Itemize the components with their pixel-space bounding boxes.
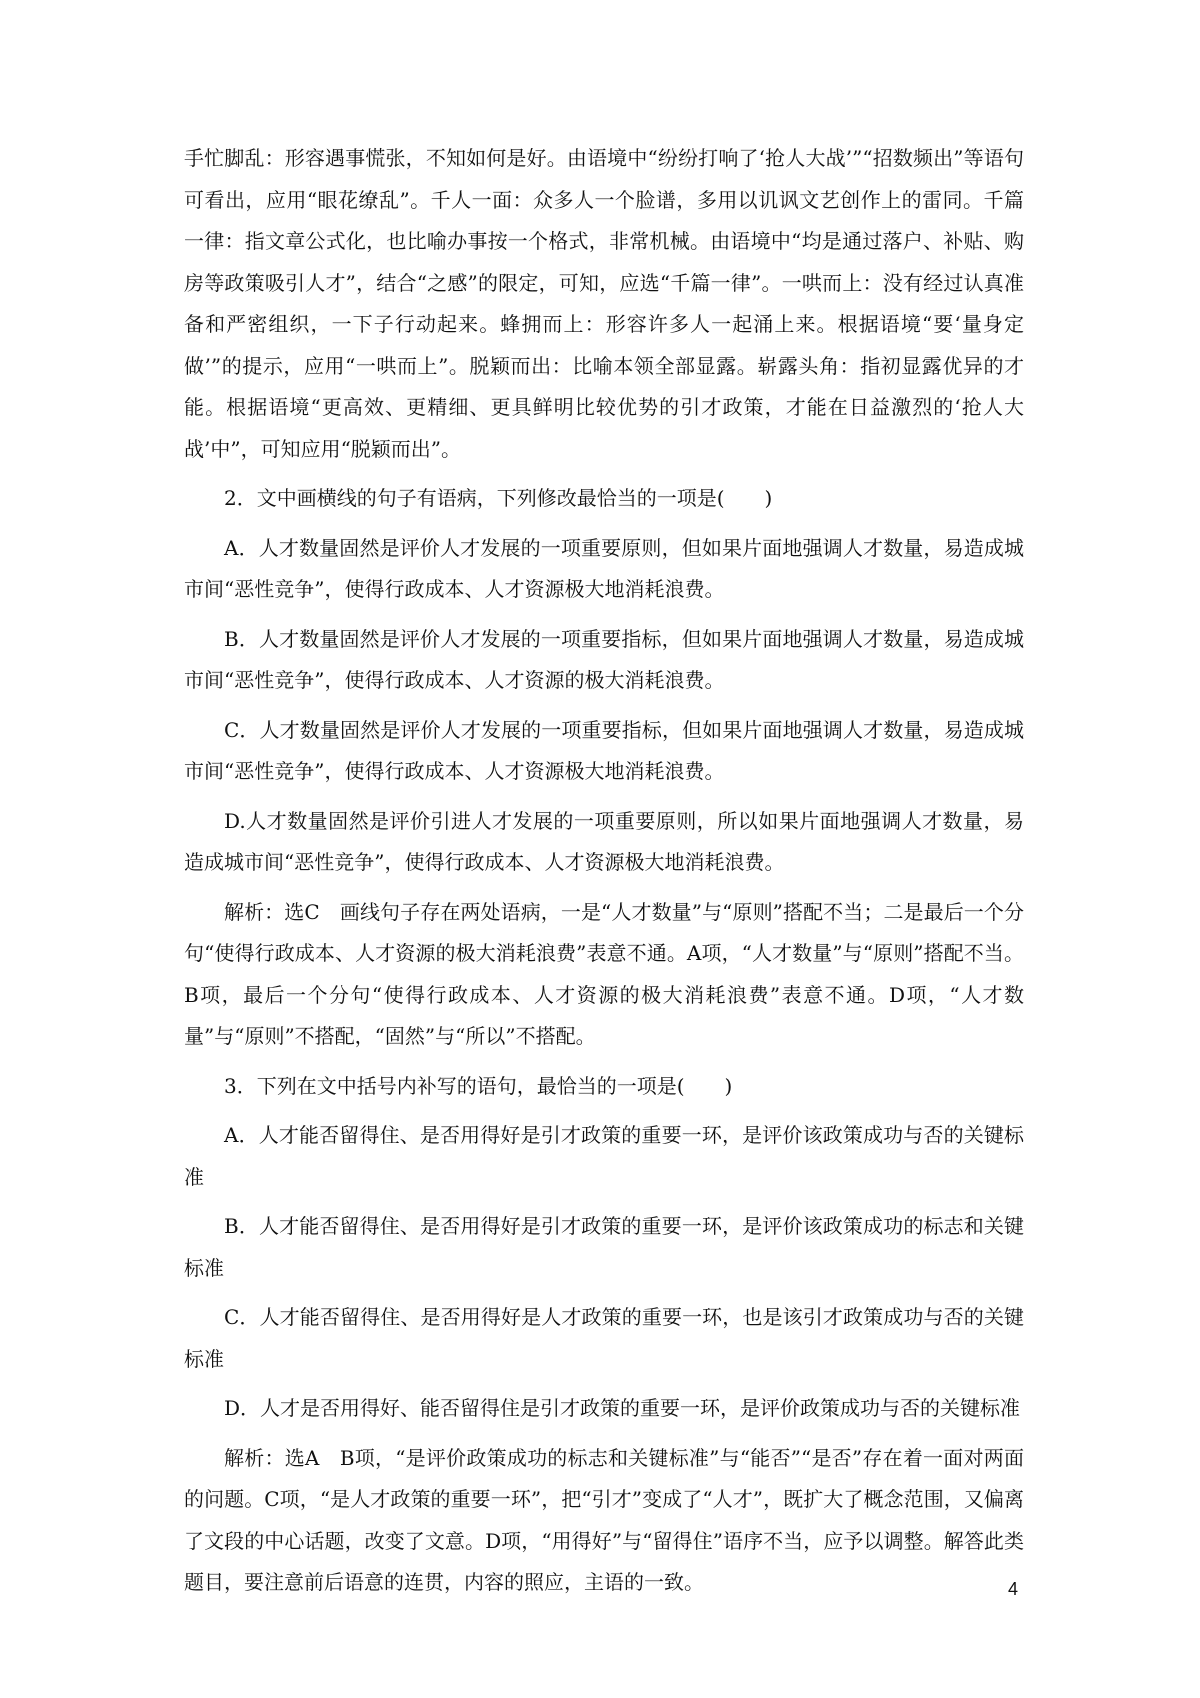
page-number: 4 <box>1008 1579 1019 1599</box>
question-2-stem: 2．文中画横线的句子有语病，下列修改最恰当的一项是( ) <box>224 486 773 510</box>
question-2-option-a: A．人才数量固然是评价人才发展的一项重要原则，但如果片面地强调人才数量，易造成城市间“恶性竞争”，使得行政成本、人才资源极大地消耗浪费。 <box>184 535 1024 601</box>
question-3-option-c: C．人才能否留得住、是否用得好是人才政策的重要一环，也是该引才政策成功与否的关键标准 <box>184 1305 1024 1371</box>
question-2-analysis: 解析：选C 画线句子存在两处语病，一是“人才数量”与“原则”搭配不当；二是最后一个分句“使得行政成本、人才资源的极大消耗浪费”表意不通。A项，“人才数量”与“原则”搭配不当。B项，最后一个分句“使得行政成本、人才资源的极大消耗浪费”表意不通。D项，“人才数量”与“原则”不搭配，“固然”与“所以”不搭配。 <box>184 899 1024 1048</box>
question-3-option-b: B．人才能否留得住、是否用得好是引才政策的重要一环，是评价该政策成功的标志和关键标准 <box>184 1214 1024 1280</box>
question-3-option-d: D．人才是否用得好、能否留得住是引才政策的重要一环，是评价政策成功与否的关键标准 <box>224 1396 1021 1420</box>
analysis-paragraph-q1-continued: 手忙脚乱：形容遇事慌张，不知如何是好。由语境中“纷纷打响了‘抢人大战’”“招数频出”等语句可看出，应用“眼花缭乱”。千人一面：众多人一个脸谱，多用以讥讽文艺创作上的雷同。千篇一律：指文章公式化，也比喻办事按一个格式，非常机械。由语境中“均是通过落户、补贴、购房等政策吸引人才”，结合“之感”的限定，可知，应选“千篇一律”。一哄而上：没有经过认真准备和严密组织，一下子行动起来。蜂拥而上：形容许多人一起涌上来。根据语境“要‘量身定做’”的提示，应用“一哄而上”。脱颖而出：比喻本领全部显露。崭露头角：指初显露优异的才能。根据语境“更高效、更精细、更具鲜明比较优势的引才政策，才能在日益激烈的‘抢人大战’中”，可知应用“脱颖而出”。 <box>184 146 1024 461</box>
document-body <box>184 138 1024 1612</box>
question-3-stem: 3．下列在文中括号内补写的语句，最恰当的一项是( ) <box>224 1073 733 1098</box>
question-2-option-b: B．人才数量固然是评价人才发展的一项重要指标，但如果片面地强调人才数量，易造成城市间“恶性竞争”，使得行政成本、人才资源的极大消耗浪费。 <box>184 626 1024 692</box>
question-3-analysis: 解析：选A B项，“是评价政策成功的标志和关键标准”与“能否”“是否”存在着一面对两面的问题。C项，“是人才政策的重要一环”，把“引才”变成了“人才”，既扩大了概念范围，又偏离了文段的中心话题，改变了文意。D项，“用得好”与“留得住”语序不当，应予以调整。解答此类题目，要注意前后语意的连贯，内容的照应，主语的一致。 <box>184 1445 1024 1594</box>
question-3-option-a: A．人才能否留得住、是否用得好是引才政策的重要一环，是评价该政策成功与否的关键标准 <box>184 1123 1024 1189</box>
question-2-option-d: D.人才数量固然是评价引进人才发展的一项重要原则，所以如果片面地强调人才数量，易造成城市间“恶性竞争”，使得行政成本、人才资源极大地消耗浪费。 <box>184 808 1024 874</box>
question-2-option-c: C．人才数量固然是评价人才发展的一项重要指标，但如果片面地强调人才数量，易造成城市间“恶性竞争”，使得行政成本、人才资源极大地消耗浪费。 <box>184 717 1024 783</box>
